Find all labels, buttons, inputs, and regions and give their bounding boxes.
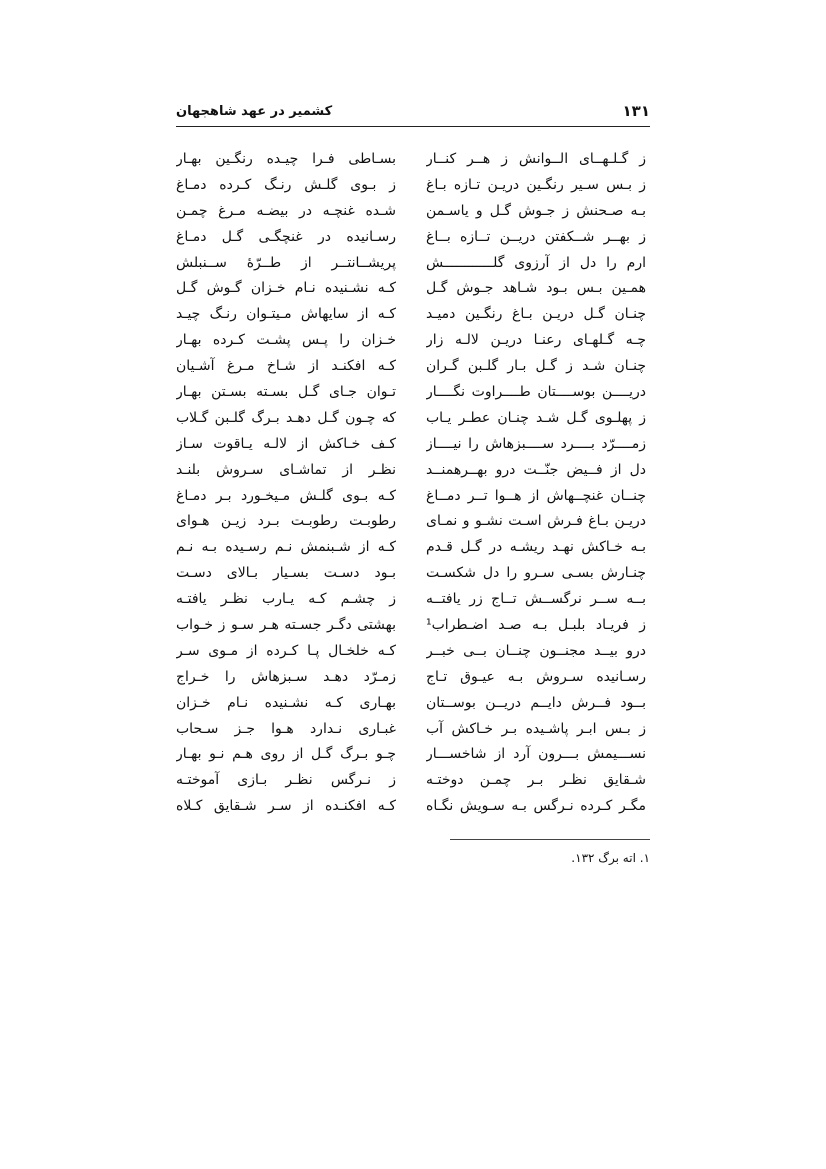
- verse-line: همـین بـس بـود شـاهد جـوش گـل: [426, 280, 646, 297]
- verse-line: بهـاری کـه نشـنیده نـام خـزان: [176, 694, 396, 711]
- verse-line: ز گـلـهــای الــوانش ز هــر کنــار: [426, 151, 646, 167]
- verse-line: بــه ســر نرگســش تــاج زر یافتــه: [426, 591, 646, 608]
- verse-line: زمـرّد دهـد سـبزهاش را خـراج: [176, 668, 396, 685]
- verse-line: شـقایق نظـر بـر چمـن دوختـه: [426, 772, 646, 789]
- verse-line: دل از فــیض جنّــت درو بهــرهمنــد: [426, 461, 646, 478]
- verse-line: درو بیــد مجنــون چنــان بــی خبــر: [426, 642, 646, 659]
- verse-line: رسـانیده در غنچگـی گـل دمـاغ: [176, 228, 396, 245]
- verse-line: بـود دسـت بسـیار بـالای دسـت: [176, 565, 396, 582]
- poem-right-column: [426, 147, 646, 820]
- verse-line: کـه بـوی گلـش مـیخـورد بـر دمـاغ: [176, 487, 396, 504]
- verse-line: دریـن بـاغ فـرش اسـت نشـو و نمـای: [426, 513, 646, 530]
- verse-line: ز فریـاد بلبـل بـه صـد اضـطراب¹: [426, 617, 646, 634]
- verse-line: چنــان غنچــهاش از هــوا تــر دمــاغ: [426, 487, 646, 504]
- verse-line: چـو بـرگ گـل از روی هـم نـو بهـار: [176, 746, 396, 763]
- verse-line: نســـیمش بـــرون آرد از شاخســـار: [426, 746, 646, 763]
- verse-line: کـه از سایهاش مـیتـوان رنـگ چیـد: [176, 306, 396, 323]
- verse-line: ز پهلـوی گـل شـد چنـان عطـر یـاب: [426, 409, 646, 426]
- verse-line: چنـارش بسـی سـرو را دل شکسـت: [426, 565, 646, 582]
- poem-left-column: [176, 147, 396, 820]
- verse-line: کـه نشـنیده نـام خـزان گـوش گـل: [176, 280, 396, 297]
- verse-line: خـزان را پـس پشـت کـرده بهـار: [176, 332, 396, 349]
- verse-line: تـوان جـای گـل بسـته بسـتن بهـار: [176, 384, 396, 401]
- verse-line: کـف خـاکش از لالـه یـاقوت سـاز: [176, 435, 396, 452]
- verse-line: پریشــانتــر از طــرّهٔ ســنبلش: [176, 254, 396, 271]
- verse-line: شـده غنچـه در بیضـه مـرغ چمـن: [176, 202, 396, 219]
- verse-line: نظـر از تماشـای سـروش بلنـد: [176, 461, 396, 478]
- verse-line: کـه افکنـد از شـاخ مـرغ آشـیان: [176, 358, 396, 375]
- verse-line: ز نـرگس نظـر بـازی آموختـه: [176, 772, 396, 789]
- verse-line: چنـان گـل دریـن بـاغ رنگـین دمیـد: [426, 306, 646, 323]
- verse-line: ز چشـم کـه یـارب نظـر یافتـه: [176, 591, 396, 608]
- verse-line: کـه از شـبنمش نـم رسـیده بـه نـم: [176, 539, 396, 556]
- verse-line: مگـر کـرده نـرگس بـه سـویش نگـاه: [426, 798, 646, 815]
- verse-line: ز بـوی گلـش رنـگ کـرده دمـاغ: [176, 176, 396, 193]
- verse-line: بــود فــرش دایــم دریــن بوســتان: [426, 694, 646, 711]
- footnote-divider: [450, 839, 650, 840]
- verse-line: کـه خلخـال پـا کـرده از مـوی سـر: [176, 642, 396, 659]
- page-header: [176, 100, 650, 127]
- running-title: کشمیر در عهد شاهجهان: [176, 104, 333, 119]
- verse-line: ز بهــر شــکفتن دریــن تــازه بــاغ: [426, 228, 646, 245]
- verse-line: زمــــرّد بــــرد ســــبزهاش را نیــــاز: [426, 435, 646, 452]
- page-number: ۱۳۱: [622, 102, 650, 120]
- verse-line: چنـان شـد ز گـل بـار گلـبن گـران: [426, 358, 646, 375]
- verse-line: ز بـس ابـر پاشـیده بـر خـاکش آب: [426, 720, 646, 737]
- verse-line: بسـاطی فـرا چیـده رنگـین بهـار: [176, 151, 396, 167]
- verse-line: رسـانیده سـروش بـه عیـوق تـاج: [426, 668, 646, 685]
- verse-line: بهشتی دگـر جسـته هـر سـو ز خـواب: [176, 617, 396, 634]
- verse-line: چـه گـلهـای رعنـا دریـن لالـه زار: [426, 332, 646, 349]
- verse-line: کـه افکنـده از سـر شـقایق کـلاه: [176, 798, 396, 815]
- verse-line: که چـون گـل دهـد بـرگ گلـبن گـلاب: [176, 409, 396, 426]
- verse-line: بـه صـحنش ز جـوش گـل و یاسـمن: [426, 202, 646, 219]
- verse-line: دریــــن بوســــتان طــــراوت نگــــار: [426, 384, 646, 401]
- verse-line: رطوبـت رطوبـت بـرد زیـن هـوای: [176, 513, 396, 530]
- footnote: ۱. اته برگ ۱۳۲.: [571, 851, 650, 865]
- verse-line: غبـاری نـدارد هـوا جـز سـحاب: [176, 720, 396, 737]
- verse-line: ز بـس سـیر رنگـین دریـن تـازه بـاغ: [426, 176, 646, 193]
- verse-line: ارم را دل از آرزوی گلــــــــــــش: [426, 254, 646, 271]
- verse-line: بـه خـاکش نهـد ریشـه در گـل قـدم: [426, 539, 646, 556]
